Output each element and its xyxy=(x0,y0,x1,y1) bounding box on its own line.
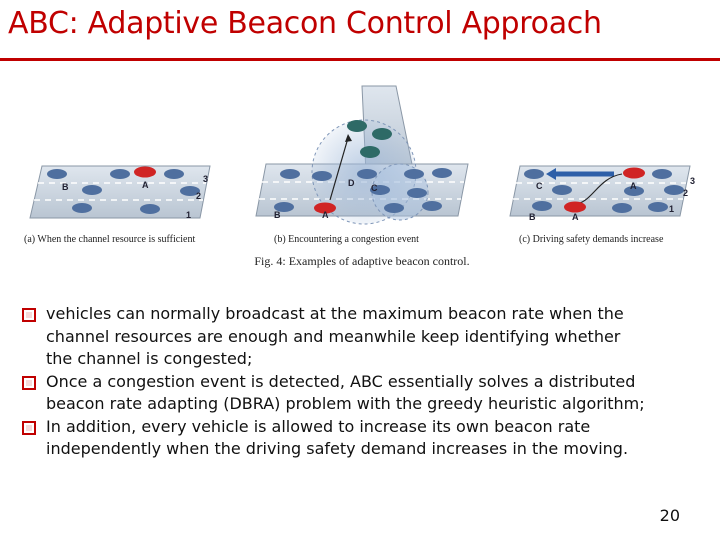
bullet-line: the channel is congested; xyxy=(46,349,253,368)
bullet-list xyxy=(22,303,712,461)
panel-b-label-a: A xyxy=(322,210,329,220)
panel-c-lane-3: 3 xyxy=(690,176,696,186)
bullet-square-icon xyxy=(22,376,36,390)
bullet-line: channel resources are enough and meanwhile keep identifying whether xyxy=(46,326,621,346)
subcaption-b: (b) Encountering a congestion event xyxy=(274,234,419,245)
panel-a-lane-2: 2 xyxy=(196,191,202,201)
bullet-item xyxy=(22,416,712,461)
panel-b-label-c: C xyxy=(371,183,378,193)
panel-b-label-b: B xyxy=(274,210,281,220)
panel-b-label-d: D xyxy=(348,178,355,188)
panel-a-label-b: B xyxy=(62,182,69,192)
figure-adaptive-beacon-control xyxy=(22,78,702,274)
slide-title: ABC: Adaptive Beacon Control Approach xyxy=(8,6,602,41)
panel-c-lane-2: 2 xyxy=(683,188,689,198)
bullet-item xyxy=(22,303,712,371)
bullet-item xyxy=(22,371,712,416)
panel-a-lane-1: 1 xyxy=(186,210,192,220)
title-underline xyxy=(0,58,720,61)
panel-c-label-a-bottom: A xyxy=(572,212,579,222)
panel-c-label-c: C xyxy=(536,181,543,191)
bullet-line: In addition, every vehicle is allowed to increase its own beacon rate xyxy=(46,416,591,436)
page-number: 20 xyxy=(659,506,680,525)
bullet-square-icon xyxy=(22,421,36,435)
panel-c-lane-1: 1 xyxy=(669,204,675,214)
subcaption-a: (a) When the channel resource is sufficient xyxy=(24,234,196,245)
panel-a-lane-3: 3 xyxy=(203,174,209,184)
figure-caption: Fig. 4: Examples of adaptive beacon control. xyxy=(254,254,470,268)
bullet-line: Once a congestion event is detected, ABC essentially solves a distributed xyxy=(46,371,636,391)
subcaption-c: (c) Driving safety demands increase xyxy=(519,234,664,245)
panel-c-label-a-top: A xyxy=(630,181,637,191)
panel-a-label-a: A xyxy=(142,180,149,190)
panel-c-label-b: B xyxy=(529,212,536,222)
bullet-line: vehicles can normally broadcast at the maximum beacon rate when the xyxy=(46,304,624,323)
bullet-line: beacon rate adapting (DBRA) problem with the greedy heuristic algorithm; xyxy=(46,394,645,413)
bullet-square-icon xyxy=(22,308,36,322)
bullet-line: independently when the driving safety demand increases in the moving. xyxy=(46,439,629,458)
